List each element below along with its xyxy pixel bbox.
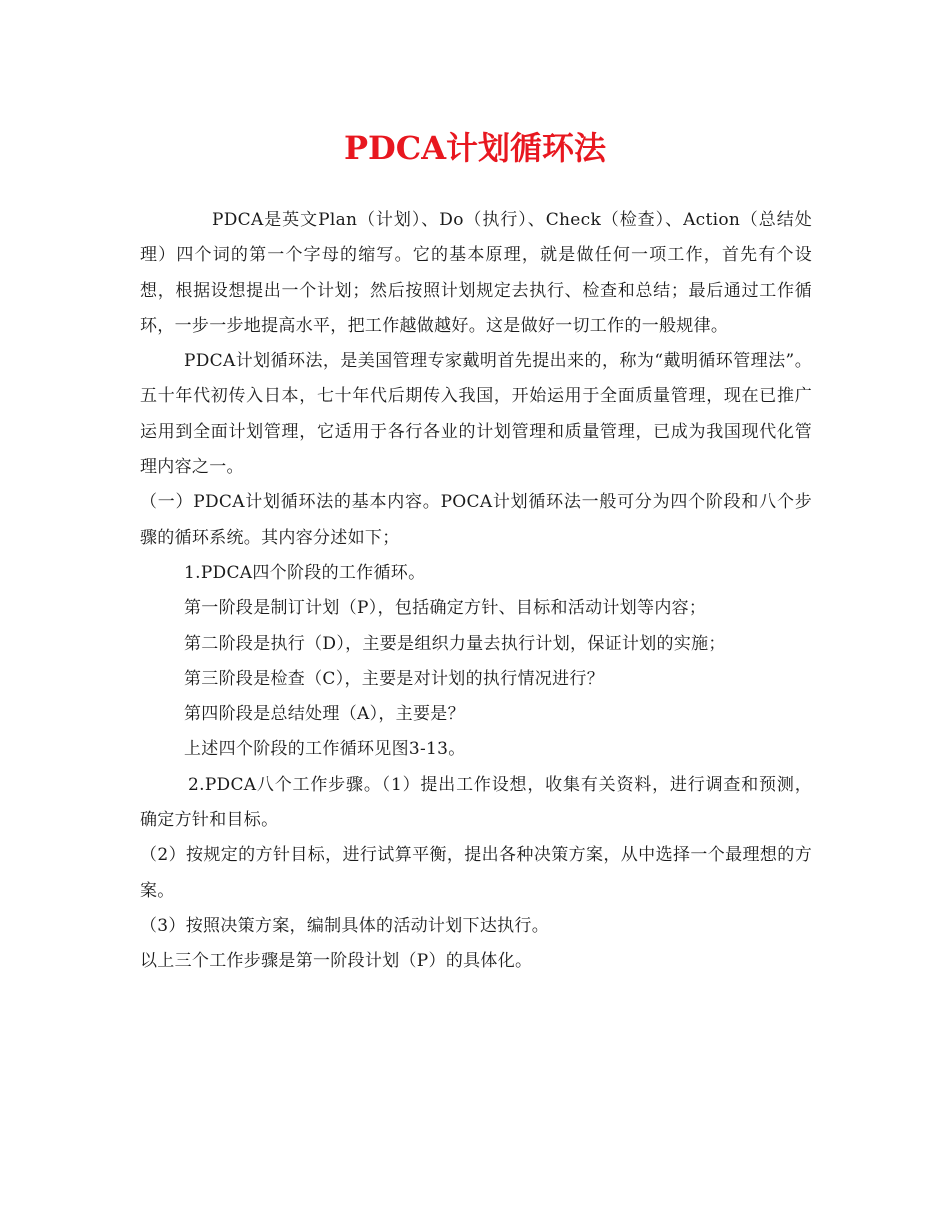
document-body xyxy=(140,203,812,980)
steps-summary-text: 以上三个工作步骤是第一阶段计划（P）的具体化。 xyxy=(140,951,533,972)
stage-one-text: 第一阶段是制订计划（P），包括确定方针、目标和活动计划等内容； xyxy=(184,598,707,619)
step-two-text: （2）按规定的方针目标，进行试算平衡，提出各种决策方案，从中选择一个最理想的方案。 xyxy=(140,845,812,901)
section-heading-basic-content: （一）PDCA计划循环法的基本内容。POCA计划循环法一般可分为四个阶段和八个步骤的循环系统。其内容分述如下； xyxy=(140,492,812,548)
stage-four-text: 第四阶段是总结处理（A），主要是？ xyxy=(184,704,465,725)
subheading-four-stages: 1.PDCA四个阶段的工作循环。 xyxy=(184,562,426,583)
stage-figure-reference: 上述四个阶段的工作循环见图3-13。 xyxy=(184,739,466,760)
step-three-text: （3）按照决策方案，编制具体的活动计划下达执行。 xyxy=(140,915,550,936)
stage-two-text: 第二阶段是执行（D），主要是组织力量去执行计划，保证计划的实施； xyxy=(184,633,726,654)
subheading-eight-steps: 2.PDCA八个工作步骤。（1）提出工作设想，收集有关资料，进行调查和预测，确定方针和目标。 xyxy=(140,774,812,831)
document-title: PDCA计划循环法 xyxy=(343,129,607,167)
stage-three-text: 第三阶段是检查（C），主要是对计划的执行情况进行？ xyxy=(184,668,605,689)
paragraph-origin: PDCA计划循环法，是美国管理专家戴明首先提出来的，称为“戴明循环管理法”。五十年代初传入日本，七十年代后期传入我国，开始运用于全面质量管理，现在已推广运用到全面计划管理，它适用于各行各业的计划管理和质量管理，已成为我国现代化管理内容之一。 xyxy=(140,351,812,478)
paragraph-intro: PDCA是英文Plan（计划）、Do（执行）、Check（检查）、Action（总结处理）四个词的第一个字母的缩写。它的基本原理，就是做任何一项工作，首先有个设想，根据设想提出一个计划；然后按照计划规定去执行、检查和总结；最后通过工作循环，一步一步地提高水平，把工作越做越好。这是做好一切工作的一般规律。 xyxy=(140,210,812,336)
